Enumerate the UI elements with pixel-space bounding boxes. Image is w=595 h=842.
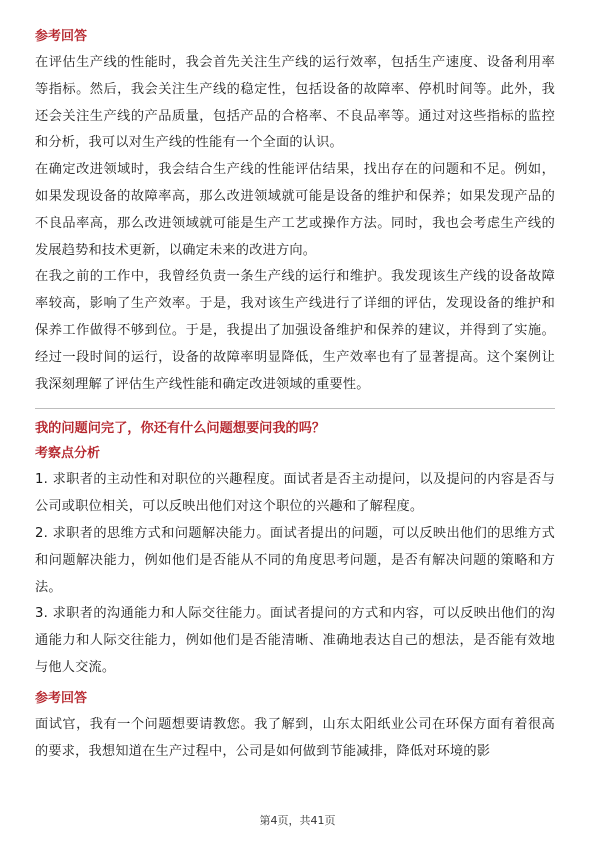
answer-paragraph-1: 在评估生产线的性能时，我会首先关注生产线的运行效率，包括生产速度、设备利用率等指标。然后，我会关注生产线的稳定性，包括设备的故障率、停机时间等。此外，我还会关注生产线的产品质量，包括产品的合格率、不良品率等。通过对这些指标的监控和分析，我可以对生产线的性能有一个全面的认识。 bbox=[35, 55, 555, 151]
answer-paragraph-2: 在确定改进领域时，我会结合生产线的性能评估结果，找出存在的问题和不足。例如，如果发现设备的故障率高，那么改进领域就可能是设备的维护和保养；如果发现产品的不良品率高，那么改进领域就可能是生产工艺或操作方法。同时，我也会考虑生产线的发展趋势和技术更新，以确定未来的改进方向。 bbox=[35, 162, 555, 258]
reference-answer-heading-2: 参考回答 bbox=[35, 690, 88, 706]
answer-paragraph-3: 在我之前的工作中，我曾经负责一条生产线的运行和维护。我发现该生产线的设备故障率较高，影响了生产效率。于是，我对该生产线进行了详细的评估，发现设备的维护和保养工作做得不够到位。于是，我提出了加强设备维护和保养的建议，并得到了实施。经过一段时间的运行，设备的故障率明显降低，生产效率也有了显著提高。这个案例让我深刻理解了评估生产线性能和确定改进领域的重要性。 bbox=[35, 269, 555, 392]
section-divider bbox=[35, 408, 555, 409]
analysis-heading: 考察点分析 bbox=[35, 446, 101, 462]
analysis-point-1: 1. 求职者的主动性和对职位的兴趣程度。面试者是否主动提问，以及提问的内容是否与公司或职位相关，可以反映出他们对这个职位的兴趣和了解程度。 bbox=[35, 472, 555, 515]
interview-question: 我的问题问完了，你还有什么问题想要问我的吗？ bbox=[35, 421, 326, 437]
analysis-point-2: 2. 求职者的思维方式和问题解决能力。面试者提出的问题，可以反映出他们的思维方式和问题解决能力，例如他们是否能从不同的角度思考问题，是否有解决问题的策略和方法。 bbox=[35, 525, 555, 595]
reference-answer-heading: 参考回答 bbox=[35, 29, 88, 44]
page-number: 第4页，共41页 bbox=[259, 814, 336, 827]
answer-paragraph-4: 面试官，我有一个问题想要请教您。我了解到，山东太阳纸业公司在环保方面有着很高的要求，我想知道在生产过程中，公司是如何做到节能减排，降低对环境的影 bbox=[35, 716, 555, 759]
analysis-point-3: 3. 求职者的沟通能力和人际交往能力。面试者提问的方式和内容，可以反映出他们的沟通能力和人际交往能力，例如他们是否能清晰、准确地表达自己的想法，是否能有效地与他人交流。 bbox=[35, 606, 555, 675]
